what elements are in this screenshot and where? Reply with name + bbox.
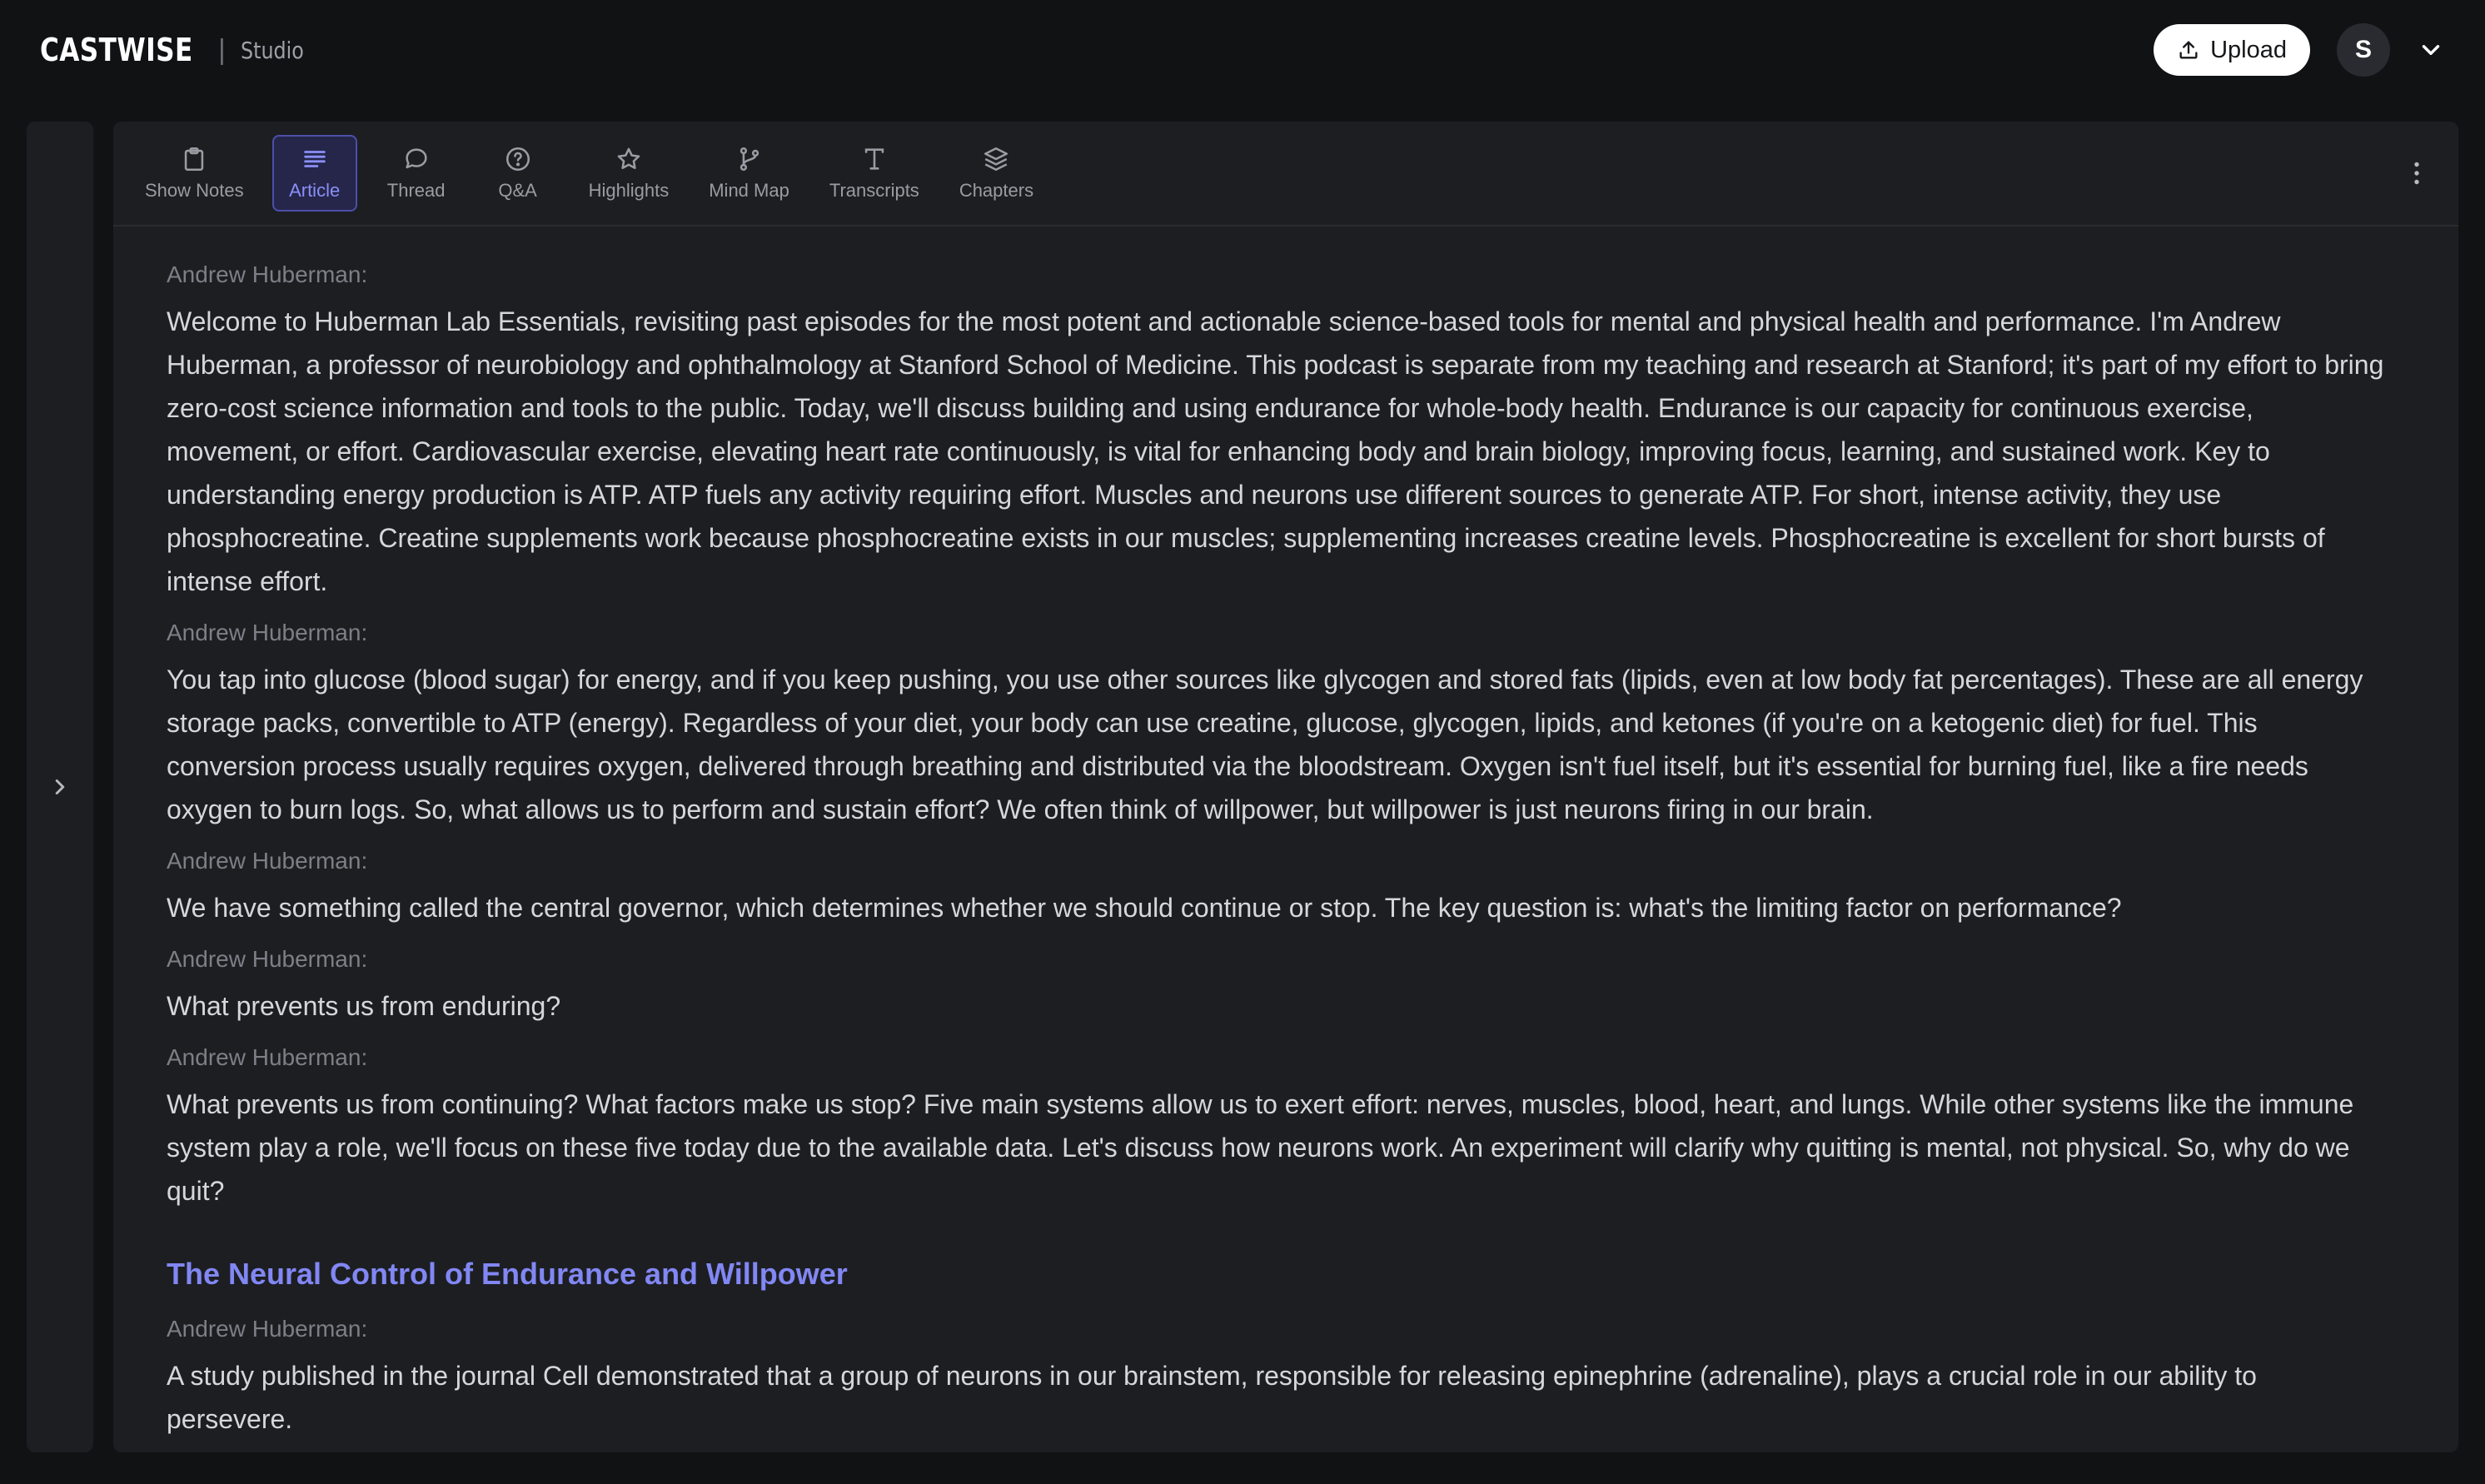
expand-sidebar-chevron-icon[interactable] xyxy=(47,774,72,799)
article-content xyxy=(113,227,2458,1441)
question-circle-icon xyxy=(504,145,532,173)
sidebar-collapsed-rail xyxy=(27,122,93,1452)
paragraph: A study published in the journal Cell demonstrated that a group of neurons in our brainstem, responsible for releasing epinephrine (adrenaline), plays a crucial role in our ability to persevere. xyxy=(167,1361,2257,1434)
upload-icon xyxy=(2177,38,2200,62)
transcript-block xyxy=(167,256,2388,603)
upload-button-label: Upload xyxy=(2210,36,2287,63)
transcript-block xyxy=(167,843,2388,929)
avatar[interactable]: S xyxy=(2337,23,2390,77)
transcript-block xyxy=(167,1039,2388,1213)
star-icon xyxy=(615,145,643,173)
tab-label: Transcripts xyxy=(829,180,919,201)
top-bar xyxy=(0,0,2485,100)
paragraph: What prevents us from enduring? xyxy=(167,991,561,1021)
tab-label: Q&A xyxy=(498,180,537,201)
tab-label: Article xyxy=(289,180,341,201)
transcript-block xyxy=(167,1311,2388,1441)
tab-qa[interactable] xyxy=(476,135,560,212)
branch-icon xyxy=(735,145,764,173)
speech-bubble-icon xyxy=(402,145,431,173)
speaker-label: Andrew Huberman: xyxy=(167,1316,368,1342)
paragraph: You tap into glucose (blood sugar) for energy, and if you keep pushing, you use other sources like glycogen and stored fats (lipids, even at low body fat percentages). These are all energy storage packs, convertible to ATP (energy). Regardless of your diet, your body can use creatine, glucose, glycogen, lipids, and ketones (if you're on a ketogenic diet) for fuel. This conversion process usually requires oxygen, delivered through breathing and distributed via the bloodstream. Oxygen isn't fuel itself, but it's essential for burning fuel, like a fire needs oxygen to burn logs. So, what allows us to perform and sustain effort? We often think of willpower, but willpower is just neurons firing in our brain. xyxy=(167,665,2363,824)
upload-button[interactable] xyxy=(2154,24,2310,76)
transcript-block xyxy=(167,941,2388,1028)
tab-show-notes[interactable] xyxy=(133,135,256,212)
app-section-label: Studio xyxy=(240,36,304,64)
app-logo-text: CASTWISE xyxy=(40,32,193,68)
clipboard-icon xyxy=(180,145,208,173)
paragraph: Welcome to Huberman Lab Essentials, revisiting past episodes for the most potent and actionable science-based tools for mental and physical health and performance. I'm Andrew Huberman, a professor of neurobiology and ophthalmology at Stanford School of Medicine. This podcast is separate from my teaching and research at Stanford; it's part of my effort to bring zero-cost science information and tools to the public. Today, we'll discuss building and using endurance for whole-body health. Endurance is our capacity for continuous exercise, movement, or effort. Cardiovascular exercise, elevating heart rate continuously, is vital for enhancing body and brain biology, improving focus, learning, and sustained work. Key to understanding energy production is ATP. ATP fuels any activity requiring effort. Muscles and neurons use different sources to generate ATP. For short, intense activity, they use phosphocreatine. Creatine supplements work because phosphocreatine exists in our muscles; supplementing increases creatine levels. Phosphocreatine is excellent for short bursts of intense effort. xyxy=(167,306,2384,596)
tab-label: Chapters xyxy=(959,180,1034,201)
tab-label: Highlights xyxy=(588,180,670,201)
brand[interactable] xyxy=(40,32,315,68)
layers-icon xyxy=(982,145,1010,173)
tab-article[interactable] xyxy=(272,135,357,212)
speaker-label: Andrew Huberman: xyxy=(167,946,368,972)
tab-label: Show Notes xyxy=(145,180,244,201)
speaker-label: Andrew Huberman: xyxy=(167,1044,368,1070)
tab-highlights[interactable] xyxy=(577,135,681,212)
tab-chapters[interactable] xyxy=(948,135,1045,212)
speaker-label: Andrew Huberman: xyxy=(167,620,368,645)
chevron-down-icon[interactable] xyxy=(2417,36,2445,64)
main-panel xyxy=(113,122,2458,1452)
tab-transcripts[interactable] xyxy=(818,135,931,212)
tab-thread[interactable] xyxy=(374,135,459,212)
paragraph: What prevents us from continuing? What factors make us stop? Five main systems allow us to exert effort: nerves, muscles, blood, heart, and lungs. While other systems like the immune system play a role, we'll focus on these five today due to the available data. Let's discuss how neurons work. An experiment will clarify why quitting is mental, not physical. So, why do we quit? xyxy=(167,1089,2354,1206)
content-tabs xyxy=(113,122,2458,227)
speaker-label: Andrew Huberman: xyxy=(167,848,368,874)
brand-separator: | xyxy=(217,33,226,66)
tab-mind-map[interactable] xyxy=(697,135,801,212)
paragraph: We have something called the central governor, which determines whether we should continue or stop. The key question is: what's the limiting factor on performance? xyxy=(167,893,2122,923)
tab-label: Thread xyxy=(386,180,446,201)
header-actions xyxy=(2154,23,2445,77)
speaker-label: Andrew Huberman: xyxy=(167,261,368,287)
transcript-block xyxy=(167,615,2388,831)
article-lines-icon xyxy=(301,145,329,173)
more-options-icon[interactable] xyxy=(2402,158,2432,188)
tab-label: Mind Map xyxy=(709,180,789,201)
text-t-icon xyxy=(860,145,889,173)
section-heading: The Neural Control of Endurance and Willpower xyxy=(167,1257,848,1291)
